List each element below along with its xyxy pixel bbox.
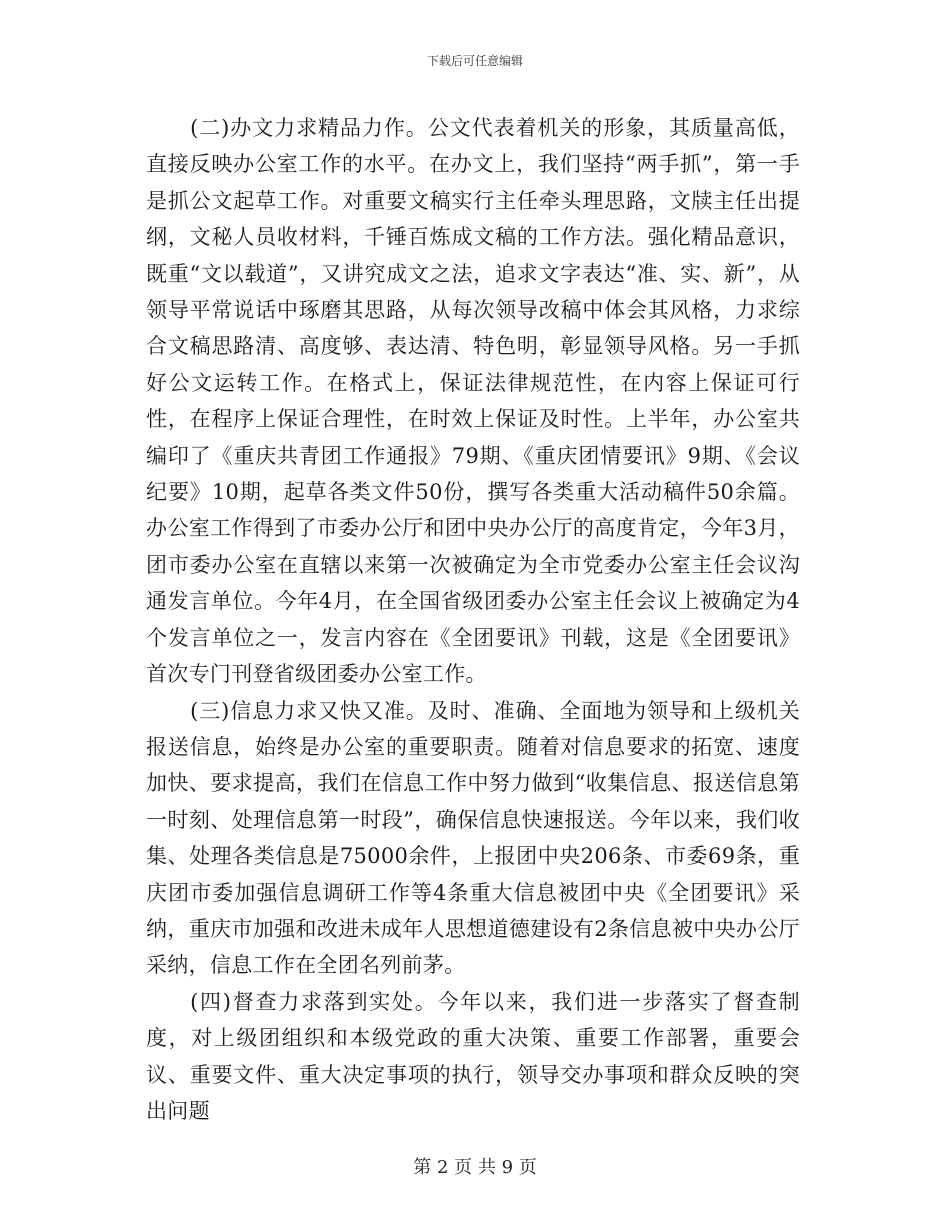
page-header-note: 下载后可任意编辑 (426, 54, 523, 68)
paragraph-supervision-work: (四)督查力求落到实处。今年以来，我们进一步落实了督查制度，对上级团组织和本级党政的重大决策、重要工作部署，重要会议、重要文件、重大决定事项的执行，领导交办事项和群众反映的突出问题 (146, 989, 800, 1123)
document-body (146, 110, 800, 1129)
page-number-footer: 第 2 页 共 9 页 (413, 1157, 537, 1178)
paragraph-information-work: (三)信息力求又快又准。及时、准确、全面地为领导和上级机关报送信息，始终是办公室的重要职责。随着对信息要求的拓宽、速度加快、要求提高，我们在信息工作中努力做到“收集信息、报送信息第一时刻、处理信息第一时段”，确保信息快速报送。今年以来，我们收集、处理各类信息是75000余件，上报团中央206条、市委69条，重庆团市委加强信息调研工作等4条重大信息被团中央《全团要讯》采纳，重庆市加强和改进未成年人思想道德建设有2条信息被中央办公厅采纳，信息工作在全团名列前茅。 (146, 698, 800, 978)
paragraph-office-documents: (二)办文力求精品力作。公文代表着机关的形象，其质量高低，直接反映办公室工作的水平。在办文上，我们坚持“两手抓”，第一手是抓公文起草工作。对重要文稿实行主任牵头理思路，文牍主任出提纲，文秘人员收材料，千锤百炼成文稿的工作方法。强化精品意识，既重“文以载道”，又讲究成文之法，追求文字表达“准、实、新”，从领导平常说话中琢磨其思路，从每次领导改稿中体会其风格，力求综合文稿思路清、高度够、表达清、特色明，彰显领导风格。另一手抓好公文运转工作。在格式上，保证法律规范性，在内容上保证可行性，在程序上保证合理性，在时效上保证及时性。上半年，办公室共编印了《重庆共青团工作通报》79期、《重庆团情要讯》9期、《会议纪要》10期，起草各类文件50份，撰写各类重大活动稿件50余篇。办公室工作得到了市委办公厅和团中央办公厅的高度肯定，今年3月，团市委办公室在直辖以来第一次被确定为全市党委办公室主任会议沟通发言单位。今年4月，在全国省级团委办公室主任会议上被确定为4个发言单位之一，发言内容在《全团要讯》刊载，这是《全团要讯》首次专门刊登省级团委办公室工作。 (146, 116, 800, 687)
